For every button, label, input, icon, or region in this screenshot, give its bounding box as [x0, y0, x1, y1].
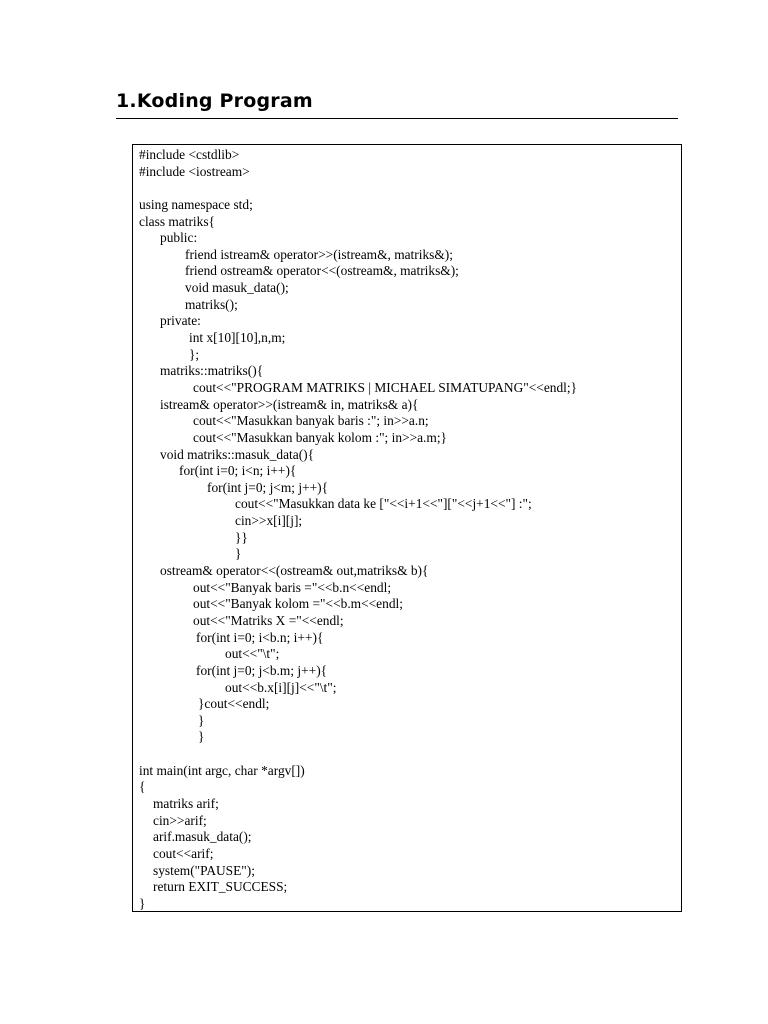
- code-line: cin>>x[i][j];: [235, 513, 303, 529]
- code-line: friend ostream& operator<<(ostream&, matriks&);: [185, 263, 459, 279]
- code-line: cout<<"PROGRAM MATRIKS | MICHAEL SIMATUPANG"<<endl;}: [193, 379, 578, 395]
- code-line: return EXIT_SUCCESS;: [153, 879, 288, 895]
- code-line: for(int j=0; j<b.m; j++){: [196, 662, 328, 678]
- code-line: for(int i=0; i<b.n; i++){: [196, 629, 324, 645]
- code-listing-box: [132, 144, 682, 912]
- code-line: cout<<"Masukkan banyak kolom :"; in>>a.m;}: [193, 429, 447, 445]
- code-line: using namespace std;: [139, 196, 253, 212]
- code-line: }: [235, 546, 242, 562]
- code-line: [139, 746, 577, 763]
- code-line: friend istream& operator>>(istream&, matriks&);: [185, 246, 453, 262]
- code-line: cout<<arif;: [153, 845, 214, 861]
- code-line: public:: [160, 230, 198, 246]
- code-line: out<<b.x[i][j]<<"\t";: [225, 679, 337, 695]
- code-line: istream& operator>>(istream& in, matriks& a){: [160, 396, 419, 412]
- code-line: arif.masuk_data();: [153, 829, 252, 845]
- code-line: matriks::matriks(){: [160, 363, 264, 379]
- code-line: }: [139, 895, 146, 911]
- code-line: ostream& operator<<(ostream& out,matriks& b){: [160, 563, 429, 579]
- code-line: cout<<"Masukkan banyak baris :"; in>>a.n;: [193, 413, 429, 429]
- code-listing: [139, 147, 577, 912]
- code-line: #include <cstdlib>: [139, 147, 240, 162]
- code-line: class matriks{: [139, 213, 215, 229]
- code-line: int main(int argc, char *argv[]): [139, 762, 305, 778]
- code-line: };: [189, 346, 200, 362]
- code-line: out<<"Banyak kolom ="<<b.m<<endl;: [193, 596, 403, 612]
- code-line: }}: [235, 529, 248, 545]
- code-line: out<<"Matriks X ="<<endl;: [193, 612, 344, 628]
- code-line: out<<"Banyak baris ="<<b.n<<endl;: [193, 579, 392, 595]
- code-line: int x[10][10],n,m;: [189, 330, 286, 346]
- code-line: private:: [160, 313, 201, 329]
- code-line: cin>>arif;: [153, 812, 207, 828]
- code-line: matriks();: [185, 296, 238, 312]
- section-heading: 1.Koding Program: [116, 90, 313, 112]
- code-line: matriks arif;: [153, 795, 219, 811]
- code-line: void masuk_data();: [185, 280, 289, 296]
- code-line: }: [198, 712, 205, 728]
- code-line: for(int j=0; j<m; j++){: [207, 479, 329, 495]
- heading-underline: [116, 118, 678, 119]
- code-line: for(int i=0; i<n; i++){: [179, 463, 297, 479]
- code-line: out<<"\t";: [225, 646, 280, 662]
- code-line: void matriks::masuk_data(){: [160, 446, 315, 462]
- code-line: [139, 180, 577, 197]
- code-line: }cout<<endl;: [198, 696, 270, 712]
- code-line: #include <iostream>: [139, 163, 250, 179]
- code-line: cout<<"Masukkan data ke ["<<i+1<<"]["<<j+1<<"] :";: [235, 496, 532, 512]
- code-line: system("PAUSE");: [153, 862, 255, 878]
- code-line: {: [139, 779, 146, 795]
- code-line: }: [198, 729, 205, 745]
